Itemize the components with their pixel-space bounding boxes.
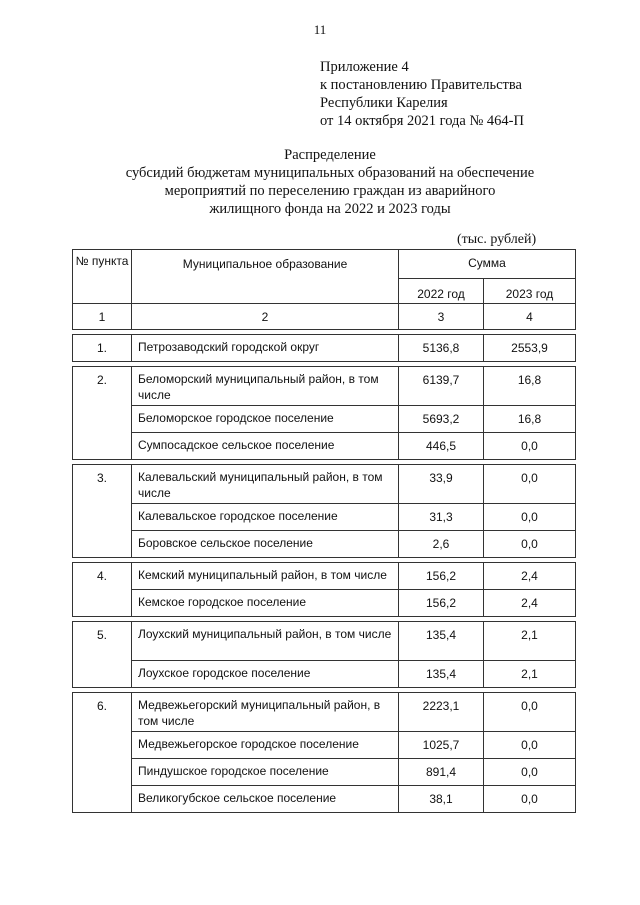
table-row: [73, 661, 576, 688]
table-row: [73, 732, 576, 759]
title-line: мероприятий по переселению граждан из аварийного: [164, 183, 496, 199]
municipality-name: Калевальское городское поселение: [132, 504, 399, 531]
municipality-name: Медвежьегорский муниципальный район, в том числе: [132, 693, 399, 732]
row-number: 1.: [73, 335, 132, 362]
value-2022: 156,2: [399, 563, 484, 590]
municipality-name: Калевальский муниципальный район, в том числе: [132, 465, 399, 504]
value-2022: 38,1: [399, 786, 484, 813]
value-2023: 2,4: [484, 590, 576, 617]
municipality-name: Лоухское городское поселение: [132, 661, 399, 688]
table-row: [73, 531, 576, 558]
municipality-name: Петрозаводский городской округ: [132, 335, 399, 362]
value-2023: 2,4: [484, 563, 576, 590]
appendix-block: [320, 58, 524, 130]
header-year-2022: 2022 год: [399, 279, 484, 304]
value-2022: 891,4: [399, 759, 484, 786]
table-row: [73, 504, 576, 531]
value-2023: 0,0: [484, 693, 576, 732]
appendix-line: к постановлению Правительства: [320, 77, 522, 93]
municipality-name: Великогубское сельское поселение: [132, 786, 399, 813]
header-year-2023: 2023 год: [484, 279, 576, 304]
value-2022: 33,9: [399, 465, 484, 504]
value-2022: 5136,8: [399, 335, 484, 362]
table-row: [73, 759, 576, 786]
appendix-line: Приложение 4: [320, 59, 409, 75]
title-line: субсидий бюджетам муниципальных образований на обеспечение: [125, 165, 535, 181]
column-number: 4: [484, 304, 576, 330]
value-2023: 2,1: [484, 622, 576, 661]
value-2022: 2,6: [399, 531, 484, 558]
municipality-name: Беломорский муниципальный район, в том числе: [132, 367, 399, 406]
title-line: жилищного фонда на 2022 и 2023 годы: [209, 201, 451, 217]
value-2022: 6139,7: [399, 367, 484, 406]
value-2023: 2553,9: [484, 335, 576, 362]
header-municipality: Муниципальное образование: [132, 250, 399, 304]
header-number: № пункта: [73, 250, 132, 304]
document-title: [80, 146, 580, 218]
value-2023: 16,8: [484, 367, 576, 406]
value-2022: 135,4: [399, 622, 484, 661]
value-2023: 0,0: [484, 759, 576, 786]
municipality-name: Пиндушское городское поселение: [132, 759, 399, 786]
subsidy-table: [72, 249, 576, 813]
table-row: [73, 433, 576, 460]
value-2023: 0,0: [484, 732, 576, 759]
value-2023: 0,0: [484, 433, 576, 460]
column-number: 2: [132, 304, 399, 330]
appendix-line: от 14 октября 2021 года № 464-П: [320, 113, 524, 129]
column-number: 1: [73, 304, 132, 330]
municipality-name: Сумпосадское сельское поселение: [132, 433, 399, 460]
value-2023: 0,0: [484, 531, 576, 558]
row-number: 3.: [73, 465, 132, 558]
table-row: [73, 590, 576, 617]
row-number: 6.: [73, 693, 132, 813]
value-2022: 5693,2: [399, 406, 484, 433]
value-2022: 31,3: [399, 504, 484, 531]
appendix-line: Республики Карелия: [320, 95, 448, 111]
value-2023: 2,1: [484, 661, 576, 688]
table-row: [73, 335, 576, 362]
column-number: 3: [399, 304, 484, 330]
table-row: [73, 786, 576, 813]
value-2022: 156,2: [399, 590, 484, 617]
value-2023: 0,0: [484, 504, 576, 531]
municipality-name: Кемский муниципальный район, в том числе: [132, 563, 399, 590]
header-sum: Сумма: [399, 250, 576, 279]
title-line: Распределение: [284, 147, 376, 163]
value-2023: 0,0: [484, 465, 576, 504]
table-row: [73, 563, 576, 590]
municipality-name: Беломорское городское поселение: [132, 406, 399, 433]
table-row: [73, 367, 576, 406]
value-2022: 135,4: [399, 661, 484, 688]
municipality-name: Боровское сельское поселение: [132, 531, 399, 558]
table-row: [73, 406, 576, 433]
page-number: 11: [313, 22, 327, 37]
municipality-name: Кемское городское поселение: [132, 590, 399, 617]
value-2022: 446,5: [399, 433, 484, 460]
value-2022: 1025,7: [399, 732, 484, 759]
row-number: 2.: [73, 367, 132, 460]
units-label: (тыс. рублей): [457, 232, 537, 247]
municipality-name: Медвежьегорское городское поселение: [132, 732, 399, 759]
row-number: 4.: [73, 563, 132, 617]
municipality-name: Лоухский муниципальный район, в том числе: [132, 622, 399, 661]
value-2023: 16,8: [484, 406, 576, 433]
table-row: [73, 693, 576, 732]
value-2023: 0,0: [484, 786, 576, 813]
value-2022: 2223,1: [399, 693, 484, 732]
table-row: [73, 465, 576, 504]
table-row: [73, 622, 576, 661]
row-number: 5.: [73, 622, 132, 688]
